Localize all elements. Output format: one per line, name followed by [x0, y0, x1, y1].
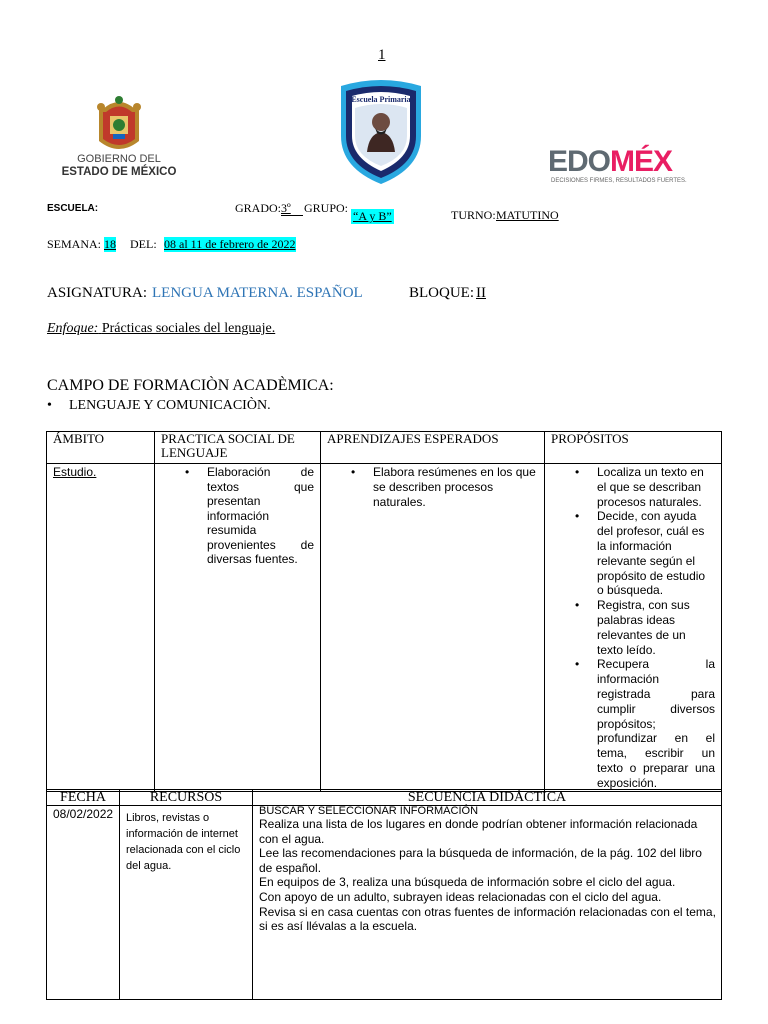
campo-item: LENGUAJE Y COMUNICACIÒN.: [69, 398, 271, 413]
grupo-value: “A y B”: [353, 209, 392, 223]
school-shield-logo: [335, 78, 427, 186]
asignatura-value: LENGUA MATERNA. ESPAÑOL: [152, 285, 363, 301]
sequence-table: [46, 789, 722, 1000]
aprendizaje-cell: [321, 464, 545, 792]
enfoque-value: Prácticas sociales del lenguaje.: [101, 321, 276, 336]
bloque-value: II: [476, 285, 486, 301]
proposito-item: • Recupera la información registrada para cumplir diversos propósitos; profundizar en el tema, escribir un texto o preparar una exposición.: [597, 657, 715, 790]
secuencia-title: BUSCAR Y SELECCIONAR INFORMACIÓN: [259, 805, 479, 817]
escuela-label: ESCUELA:: [47, 203, 99, 214]
campo-title: CAMPO DE FORMACIÒN ACADÈMICA:: [47, 377, 334, 394]
plan-header-row: [47, 432, 722, 464]
header-practica: PRACTICA SOCIAL DE LENGUAJE: [155, 432, 321, 464]
enfoque-label: Enfoque:: [47, 321, 99, 336]
proposito-item: • Registra, con sus palabras ideas relevantes de un texto leído.: [597, 598, 715, 657]
del-value: 08 al 11 de febrero de 2022: [164, 237, 296, 251]
bloque-label: BLOQUE:: [409, 285, 474, 301]
header-propositos: PROPÓSITOS: [545, 432, 722, 464]
secuencia-line: Revisa si en casa cuentas con otras fuentes de información relacionadas con el tema, si es así llévalas a la escuela.: [259, 904, 716, 934]
semana-value: 18: [104, 237, 116, 251]
gobierno-edomex-logo: [49, 95, 189, 180]
brand-tagline: DECISIONES FIRMES, RESULTADOS FUERTES.: [551, 178, 687, 184]
grado-underline: [281, 215, 303, 216]
brand-part-b: MÉX: [610, 145, 673, 178]
sequence-header-row: [47, 790, 722, 806]
secuencia-line: Con apoyo de un adulto, subrayen ideas relacionadas con el ciclo del agua.: [259, 889, 662, 904]
header-ambito: ÁMBITO: [47, 432, 155, 464]
brand-part-a: EDO: [548, 145, 611, 178]
plan-body-row: [47, 464, 722, 792]
turno-label: TURNO:: [451, 208, 496, 222]
ambito-cell: Estudio.: [47, 464, 155, 792]
header-secuencia: SECUENCIA DIDÁCTICA: [253, 790, 722, 806]
semana-label: SEMANA:: [47, 237, 102, 251]
sequence-body-row: [47, 806, 722, 1000]
grupo-label: GRUPO:: [304, 201, 349, 215]
header-recursos: RECURSOS: [120, 790, 253, 806]
secuencia-line: Realiza una lista de los lugares en donde podrían obtener información relacionada con el agua.: [259, 817, 698, 846]
practica-item: • Elaboración de textos que presentan información resumida provenientes de diversas fuentes.: [207, 465, 314, 567]
page-number: 1: [378, 47, 386, 63]
enfoque-line: [47, 321, 275, 337]
header-fecha: FECHA: [47, 790, 120, 806]
campo-bullet: •: [47, 398, 52, 413]
secuencia-line: En equipos de 3, realiza una búsqueda de información sobre el ciclo del agua.: [259, 875, 676, 890]
logo-left-line1: GOBIERNO DEL: [77, 153, 161, 165]
edomex-brand-logo: [548, 145, 708, 190]
proposito-item: • Decide, con ayuda del profesor, cuál es la información relevante según el propósito de estudio o búsqueda.: [597, 509, 715, 598]
propositos-cell: [545, 464, 722, 792]
plan-table: [46, 431, 722, 792]
logo-left-line2: ESTADO DE MÉXICO: [61, 166, 177, 178]
turno-value: MATUTINO: [496, 208, 559, 222]
grado-value: 3º: [281, 201, 291, 215]
del-label: DEL:: [130, 237, 157, 251]
grado-label: GRADO:: [235, 201, 282, 215]
header-aprendizajes: APRENDIZAJES ESPERADOS: [321, 432, 545, 464]
school-name: Escuela Primaria: [351, 95, 411, 104]
recursos-cell: Libros, revistas o información de internet relacionada con el ciclo del agua.: [120, 806, 253, 1000]
practica-cell: [155, 464, 321, 792]
fecha-cell: 08/02/2022: [47, 806, 120, 1000]
aprendizaje-item: • Elabora resúmenes en los que se describen procesos naturales.: [373, 465, 538, 510]
coat-of-arms-icon: [49, 95, 189, 155]
secuencia-cell: [253, 806, 722, 1000]
asignatura-label: ASIGNATURA:: [47, 285, 148, 301]
proposito-item: • Localiza un texto en el que se describan procesos naturales.: [597, 465, 715, 509]
secuencia-line: Lee las recomendaciones para la búsqueda de información, de la pág. 102 del libro de español.: [259, 846, 702, 875]
